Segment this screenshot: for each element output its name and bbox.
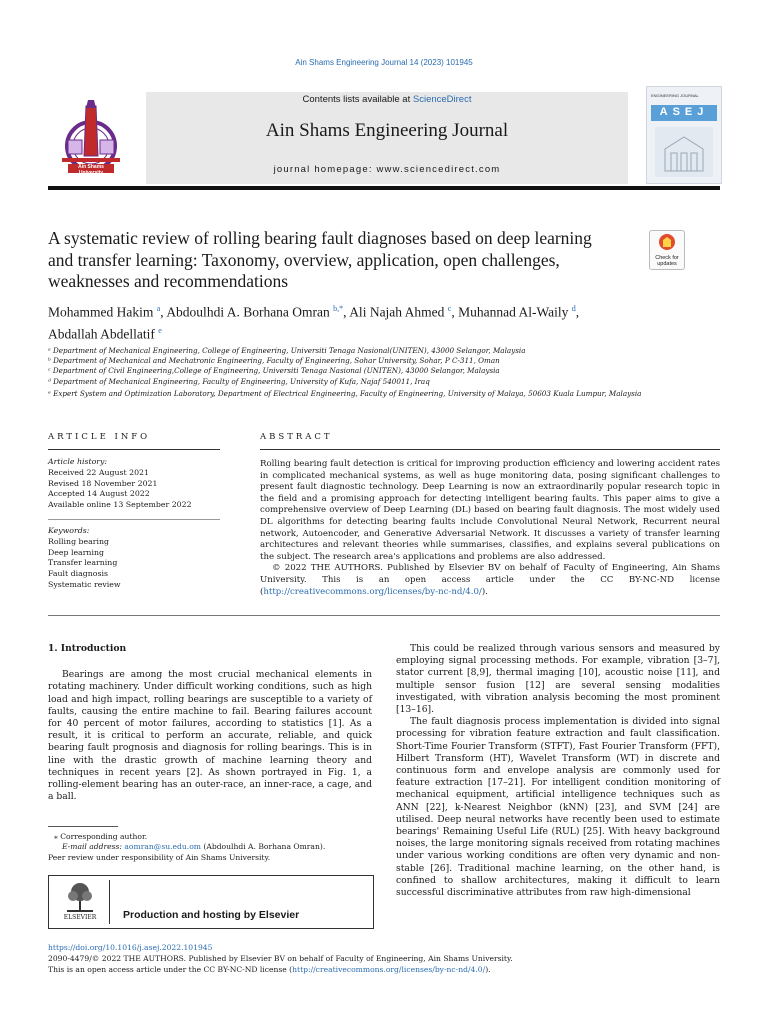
history-item: Accepted 14 August 2022: [48, 489, 150, 499]
abstract-body: [260, 459, 720, 598]
crossmark-line1: Check for: [655, 255, 679, 261]
email-owner: (Abdoulhdi A. Borhana Omran).: [200, 842, 326, 852]
affiliation: ᵈ Department of Mechanical Engineering, Faculty of Engineering, University of Kufa, Najaf 540011, Iraq: [48, 377, 430, 386]
email-label: E-mail address:: [62, 842, 125, 852]
keyword: Transfer learning: [48, 558, 118, 568]
corresponding-note: ⁎ Corresponding author.: [54, 832, 148, 841]
issn-line: 2090-4479/© 2022 THE AUTHORS. Published by Elsevier BV on behalf of Faculty of Engineering, Ain Shams University.: [48, 954, 513, 963]
author-affiliation-marker[interactable]: a: [156, 304, 161, 313]
keywords-rule: [48, 519, 220, 520]
keywords: [48, 526, 218, 591]
crossmark-line2: updates: [657, 261, 677, 267]
journal-name: Ain Shams Engineering Journal: [265, 120, 509, 141]
university-logo: [48, 100, 134, 176]
affiliation: ᵉ Expert System and Optimization Laboratory, Department of Electrical Engineering, Faculty of Engineering, University of Malaya, 50603 Kuala Lumpur, Malaysia: [48, 389, 642, 398]
author-name[interactable]: Abdallah Abdellatif: [48, 326, 155, 341]
oa-prefix: This is an open access article under the CC BY-NC-ND license (: [48, 965, 293, 974]
affiliation: ᵇ Department of Mechanical and Mechatronic Engineering, Faculty of Engineering, Sohar University, Sohar, P C-311, Oman: [48, 356, 500, 365]
keywords-label: Keywords:: [48, 526, 90, 535]
cover-top-text: ENGINEERING JOURNAL: [651, 93, 699, 98]
history-item: Revised 18 November 2021: [48, 478, 158, 488]
elsevier-logo-text: ELSEVIER: [63, 914, 97, 921]
history-item: Available online 13 September 2022: [48, 500, 192, 510]
abstract-rule: [260, 449, 720, 450]
sciencedirect-link[interactable]: ScienceDirect: [412, 94, 472, 105]
keyword: Systematic review: [48, 579, 121, 589]
author-name[interactable]: Mohammed Hakim: [48, 304, 154, 320]
author-name[interactable]: Ali Najah Ahmed: [349, 304, 445, 320]
intro-heading: 1. Introduction: [48, 643, 127, 654]
author-name[interactable]: Abdoulhdi A. Borhana Omran: [166, 304, 330, 320]
abstract-heading: ABSTRACT: [260, 432, 333, 442]
author-affiliation-marker[interactable]: e: [158, 325, 162, 335]
copyright-text: © 2022 THE AUTHORS. Published by Elsevier BV on behalf of Faculty of Engineering, Ain Shams University. This is an open access article under the CC BY-NC-ND license (: [260, 563, 720, 597]
journal-homepage[interactable]: journal homepage: www.sciencedirect.com: [273, 164, 501, 175]
doi-link[interactable]: https://doi.org/10.1016/j.asej.2022.101945: [48, 943, 213, 952]
article-history: [48, 457, 218, 511]
header-bottom-rule: [48, 615, 720, 616]
author-affiliation-marker[interactable]: c: [447, 304, 452, 313]
abstract-text: Rolling bearing fault detection is critical for improving production efficiency and lowering accident rates in complicated mechanical systems, as well as huge monitoring data, posing significant challenges to present fault diagnostic technology. Deep Learning is now an extraordinarily popular research topic in the field and a promising approach for detecting intelligent bearing faults. This paper aims to give a comprehensive overview of Deep Learning (DL) based on bearing fault diagnosis. The most widely used DL algorithms for detecting bearing faults include Convolutional Neural Network, Recurrent neural network, Autoencoder, and Generative Adversarial Network. It discusses a variety of transfer learning architectures and relevant theories while summarises, classifies, and explains several publications on the subject. The research area's applications and problems are also addressed.: [260, 459, 720, 562]
elsevier-tree-logo: [63, 880, 97, 914]
oa-license-link[interactable]: http://creativecommons.org/licenses/by-nc-nd/4.0/: [292, 965, 486, 974]
intro-paragraph: The fault diagnosis process implementation is divided into signal processing for vibration feature extraction and fault classification. Short-Time Fourier Transform (STFT), Fast Fourier Transform (FFT), Hilbert Transform (HT), Wavelet Transform (WT) in discrete and continuous form and envelope analysis are commonly used for feature extraction [17–21]. For intelligent condition monitoring of mechanical equipment, artificial intelligence techniques such as ANN [22], k-Nearest Neighbor (kNN) [23], and SVM [24] are utilised. Deep neural networks have recently been used to estimate bearings' Remaining Useful Life (RUL) [25]. With heavy background noises, the large monitoring signals received from rotating machines under various working conditions are often very dynamic and non-stable [26]. Traditional machine learning, on the other hand, is confined to shallow architectures, making it difficult to learn successful discriminative attributes from raw high-dimensional: [396, 716, 720, 899]
history-item: Received 22 August 2021: [48, 467, 149, 477]
article-info-heading: ARTICLE INFO: [48, 432, 151, 442]
footnote-rule: [48, 826, 118, 827]
footnotes: [48, 832, 372, 863]
abstract-copyright: [260, 563, 720, 598]
elsevier-divider: [109, 880, 110, 924]
author-list: Mohammed Hakim $^a$, Abdoulhdi A. Borhana Omran $^{b,*}$, Ali Najah Ahmed $^c$, Muhannad Al-Waily $^d$, Abdallah Abdellatif $^e$: [48, 304, 580, 341]
keyword: Rolling bearing: [48, 536, 110, 546]
copyright-close: ).: [481, 586, 488, 597]
intro-paragraph: Bearings are among the most crucial mechanical elements in rotating machinery. Under difficult working conditions, such as high load and high impact, rolling bearings are susceptible to a variety of faults, causing the entire machine to fail. Bearing failures account for 40 percent of motor failures, according to statistics [1]. As a result, it is critical to perform an accurate, reliable, and quick bearing fault prognosis and diagnosis for rolling bearings. This is in line with the drastic growth of machine learning theory and techniques in recent years [2]. As shown portrayed in Fig. 1, a rolling-element bearing has an outer-race, an inner-race, a cage, and a ball.: [48, 669, 372, 803]
check-for-updates-button[interactable]: [649, 230, 685, 270]
journal-cover-image: [646, 86, 722, 184]
peer-review-note: Peer review under responsibility of Ain Shams University.: [48, 852, 271, 862]
journal-reference[interactable]: Ain Shams Engineering Journal 14 (2023) 101945: [295, 58, 473, 67]
left-column: [48, 643, 372, 803]
history-label: Article history:: [48, 457, 108, 466]
crossmark-icon: [658, 233, 676, 251]
contents-prefix: Contents lists available at: [302, 94, 413, 105]
email-link[interactable]: aomran@su.edu.om: [124, 842, 201, 852]
article-title: A systematic review of rolling bearing fault diagnoses based on deep learning and transfer learning: Taxonomy, overview, application, open challenges, weaknesses and recommendations: [48, 228, 592, 291]
masthead-rule: [48, 186, 720, 190]
keyword: Deep learning: [48, 547, 104, 557]
elsevier-caption: Production and hosting by Elsevier: [123, 909, 300, 921]
cover-building-illustration: [655, 127, 713, 177]
author-name[interactable]: Muhannad Al-Waily: [458, 304, 569, 320]
university-logo-text: Ain Shams University: [78, 164, 104, 176]
open-access-line: [48, 964, 491, 975]
article-info-rule: [48, 449, 220, 450]
cover-title: ASEJ: [659, 106, 709, 118]
elsevier-hosting-box: [48, 875, 374, 929]
author-affiliation-marker[interactable]: d: [571, 304, 576, 313]
right-column: [396, 643, 720, 899]
affiliation: ᶜ Department of Civil Engineering,College of Engineering, Universiti Tenaga Nasional (UNITEN), 43000 Selangor, Malaysia: [48, 366, 500, 375]
keyword: Fault diagnosis: [48, 569, 108, 579]
author-affiliation-marker[interactable]: b,*: [333, 304, 344, 313]
intro-paragraph: This could be realized through various sensors and measured by employing signal processing methods. For example, vibration [3–7], stator current [8,9], thermal imaging [10], acoustic noise [11], and multiple sensor fusion [12] are several sensing modalities investigated, with vibration analysis becoming the most prominent [13–16].: [396, 643, 720, 716]
license-link[interactable]: http://creativecommons.org/licenses/by-nc-nd/4.0/: [263, 586, 482, 597]
contents-line: [146, 94, 628, 105]
affiliation: ᵃ Department of Mechanical Engineering, College of Engineering, Universiti Tenaga Nasional(UNITEN), 43000 Selangor, Malaysia: [48, 346, 526, 355]
oa-suffix: ).: [485, 965, 491, 974]
